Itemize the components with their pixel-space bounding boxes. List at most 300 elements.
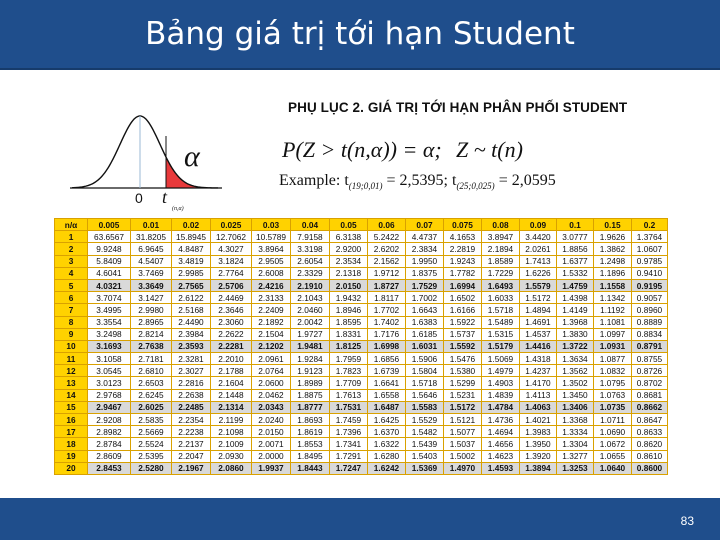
critical-value-cell: 1.4979 <box>482 365 520 377</box>
critical-value-cell: 2.0961 <box>252 353 291 365</box>
critical-value-cell: 1.4784 <box>482 401 520 413</box>
critical-value-cell: 2.0071 <box>252 438 291 450</box>
critical-value-cell: 2.2622 <box>211 328 252 340</box>
critical-value-cell: 3.0123 <box>88 377 131 389</box>
critical-value-cell: 2.2485 <box>172 401 211 413</box>
critical-value-cell: 0.9410 <box>632 267 668 279</box>
critical-value-cell: 2.0460 <box>291 304 330 316</box>
critical-value-cell: 0.9057 <box>632 292 668 304</box>
critical-value-cell: 3.1693 <box>88 340 131 352</box>
critical-value-cell: 1.6280 <box>368 450 406 462</box>
critical-value-cell: 1.0931 <box>594 340 632 352</box>
critical-value-cell: 0.8755 <box>632 353 668 365</box>
critical-value-cell: 1.6994 <box>444 279 482 291</box>
critical-value-cell: 4.4737 <box>406 231 444 243</box>
critical-value-cell: 10.5789 <box>252 231 291 243</box>
critical-value-cell: 2.5395 <box>131 450 172 462</box>
critical-value-cell: 1.7529 <box>406 279 444 291</box>
critical-value-cell: 63.6567 <box>88 231 131 243</box>
critical-value-cell: 0.8600 <box>632 462 668 474</box>
critical-value-cell: 2.0000 <box>252 450 291 462</box>
table-row <box>55 292 668 304</box>
critical-value-cell: 2.8784 <box>88 438 131 450</box>
critical-value-cell: 1.0640 <box>594 462 632 474</box>
critical-value-cell: 1.5804 <box>406 365 444 377</box>
critical-value-cell: 1.0735 <box>594 401 632 413</box>
critical-value-cell: 1.6033 <box>482 292 520 304</box>
critical-value-cell: 1.5369 <box>406 462 444 474</box>
critical-value-cell: 2.1604 <box>211 377 252 389</box>
critical-value-cell: 2.1448 <box>211 389 252 401</box>
critical-value-cell: 1.0877 <box>594 353 632 365</box>
critical-value-cell: 1.4237 <box>520 365 557 377</box>
critical-value-cell: 1.3562 <box>557 365 594 377</box>
critical-value-cell: 1.8117 <box>368 292 406 304</box>
critical-value-cell: 1.6487 <box>368 401 406 413</box>
critical-value-cell: 1.1896 <box>594 267 632 279</box>
critical-value-cell: 5.8409 <box>88 255 131 267</box>
critical-value-cell: 2.4490 <box>172 316 211 328</box>
table-row <box>55 353 668 365</box>
critical-value-cell: 1.5002 <box>444 450 482 462</box>
critical-value-cell: 2.0764 <box>252 365 291 377</box>
critical-value-cell: 4.0321 <box>88 279 131 291</box>
critical-value-cell: 2.2281 <box>211 340 252 352</box>
critical-value-cell: 1.7459 <box>330 414 368 426</box>
critical-value-cell: 3.0545 <box>88 365 131 377</box>
critical-value-cell: 2.7181 <box>131 353 172 365</box>
critical-value-cell: 1.5299 <box>444 377 482 389</box>
critical-value-cell: 2.1910 <box>291 279 330 291</box>
table-row <box>55 414 668 426</box>
critical-value-cell: 2.2816 <box>172 377 211 389</box>
critical-value-cell: 1.4063 <box>520 401 557 413</box>
table-row <box>55 231 668 243</box>
critical-value-cell: 1.4170 <box>520 377 557 389</box>
critical-value-cell: 2.3329 <box>291 267 330 279</box>
critical-value-cell: 2.1894 <box>482 243 520 255</box>
alpha-header: 0.025 <box>211 219 252 231</box>
table-row <box>55 426 668 438</box>
critical-value-cell: 2.7764 <box>211 267 252 279</box>
critical-value-cell: 1.7709 <box>330 377 368 389</box>
critical-value-cell: 2.2047 <box>172 450 211 462</box>
critical-value-cell: 1.8875 <box>291 389 330 401</box>
critical-value-cell: 0.8889 <box>632 316 668 328</box>
critical-value-cell: 1.5077 <box>444 426 482 438</box>
critical-value-cell: 2.9985 <box>172 267 211 279</box>
critical-value-cell: 1.5646 <box>406 389 444 401</box>
critical-value-cell: 1.3722 <box>557 340 594 352</box>
critical-value-cell: 2.8453 <box>88 462 131 474</box>
critical-value-cell: 1.5121 <box>444 414 482 426</box>
table-row <box>55 243 668 255</box>
critical-value-cell: 1.9727 <box>291 328 330 340</box>
critical-value-cell: 1.7413 <box>520 255 557 267</box>
critical-value-cell: 1.6370 <box>368 426 406 438</box>
critical-value-cell: 3.4819 <box>172 255 211 267</box>
degrees-of-freedom-cell: 18 <box>55 438 88 450</box>
critical-value-cell: 1.6425 <box>368 414 406 426</box>
critical-value-cell: 1.4149 <box>557 304 594 316</box>
critical-value-cell: 1.7291 <box>330 450 368 462</box>
appendix-heading: PHỤ LỤC 2. GIÁ TRỊ TỚI HẠN PHÂN PHỐI STUDENT <box>288 100 628 115</box>
critical-value-cell: 1.7002 <box>406 292 444 304</box>
critical-value-cell: 15.8945 <box>172 231 211 243</box>
critical-value-cell: 1.3502 <box>557 377 594 389</box>
critical-value-cell: 2.1967 <box>172 462 211 474</box>
critical-value-cell: 1.7247 <box>330 462 368 474</box>
critical-value-cell: 2.1504 <box>252 328 291 340</box>
critical-value-cell: 2.0150 <box>330 279 368 291</box>
critical-value-cell: 2.3534 <box>330 255 368 267</box>
critical-value-cell: 2.0462 <box>252 389 291 401</box>
critical-value-cell: 1.9284 <box>291 353 330 365</box>
critical-value-cell: 1.8553 <box>291 438 330 450</box>
critical-value-cell: 1.6383 <box>406 316 444 328</box>
critical-value-cell: 1.4537 <box>520 328 557 340</box>
critical-value-cell: 1.5489 <box>482 316 520 328</box>
critical-value-cell: 1.6998 <box>368 340 406 352</box>
critical-value-cell: 4.1653 <box>444 231 482 243</box>
critical-value-cell: 1.3277 <box>557 450 594 462</box>
critical-value-cell: 1.3406 <box>557 401 594 413</box>
critical-value-cell: 2.0261 <box>520 243 557 255</box>
critical-value-cell: 2.4469 <box>211 292 252 304</box>
zero-label: 0 <box>135 190 143 206</box>
critical-value-cell: 1.0672 <box>594 438 632 450</box>
alpha-header: 0.15 <box>594 219 632 231</box>
critical-value-cell: 2.2819 <box>444 243 482 255</box>
critical-value-cell: 3.8964 <box>252 243 291 255</box>
critical-value-cell: 0.8702 <box>632 377 668 389</box>
critical-value-cell: 1.9950 <box>406 255 444 267</box>
table-row <box>55 279 668 291</box>
critical-value-cell: 1.7782 <box>444 267 482 279</box>
critical-value-cell: 0.8791 <box>632 340 668 352</box>
table-row <box>55 255 668 267</box>
critical-value-cell: 1.3830 <box>557 328 594 340</box>
degrees-of-freedom-cell: 5 <box>55 279 88 291</box>
critical-value-cell: 3.4995 <box>88 304 131 316</box>
critical-value-cell: 1.0763 <box>594 389 632 401</box>
critical-value-cell: 1.4113 <box>520 389 557 401</box>
critical-value-cell: 1.8595 <box>330 316 368 328</box>
probability-formula: P(Z > t(n,α)) = α; <box>282 137 442 162</box>
critical-value-cell: 2.1043 <box>291 292 330 304</box>
degrees-of-freedom-cell: 1 <box>55 231 88 243</box>
critical-value-cell: 2.0343 <box>252 401 291 413</box>
critical-value-cell: 1.7531 <box>330 401 368 413</box>
critical-value-cell: 3.1427 <box>131 292 172 304</box>
critical-value-cell: 2.9200 <box>330 243 368 255</box>
critical-value-cell: 1.5718 <box>406 377 444 389</box>
critical-value-cell: 0.8633 <box>632 426 668 438</box>
corner-header: n/α <box>55 219 88 231</box>
critical-value-cell: 2.6245 <box>131 389 172 401</box>
table-row <box>55 365 668 377</box>
critical-value-cell: 4.5407 <box>131 255 172 267</box>
critical-value-cell: 2.5706 <box>211 279 252 291</box>
critical-value-cell: 1.9481 <box>291 340 330 352</box>
critical-value-cell: 1.6031 <box>406 340 444 352</box>
critical-value-cell: 5.2422 <box>368 231 406 243</box>
critical-value-cell: 1.8495 <box>291 450 330 462</box>
critical-value-cell: 1.6226 <box>520 267 557 279</box>
critical-value-cell: 3.0777 <box>557 231 594 243</box>
critical-value-cell: 1.3334 <box>557 426 594 438</box>
alpha-header: 0.02 <box>172 219 211 231</box>
critical-value-cell: 2.0600 <box>252 377 291 389</box>
critical-value-cell: 0.8834 <box>632 328 668 340</box>
critical-value-cell: 1.3920 <box>520 450 557 462</box>
example-end: = 2,0595 <box>494 172 556 189</box>
table-row <box>55 304 668 316</box>
critical-value-cell: 3.8947 <box>482 231 520 243</box>
critical-value-cell: 3.4420 <box>520 231 557 243</box>
degrees-of-freedom-cell: 15 <box>55 401 88 413</box>
critical-value-cell: 1.3368 <box>557 414 594 426</box>
critical-value-cell: 0.8662 <box>632 401 668 413</box>
critical-value-cell: 1.5737 <box>444 328 482 340</box>
critical-value-cell: 1.5037 <box>444 438 482 450</box>
critical-value-cell: 2.2137 <box>172 438 211 450</box>
table-row <box>55 328 668 340</box>
critical-value-cell: 3.2498 <box>88 328 131 340</box>
alpha-header: 0.005 <box>88 219 131 231</box>
degrees-of-freedom-cell: 8 <box>55 316 88 328</box>
critical-value-cell: 1.8856 <box>557 243 594 255</box>
critical-value-cell: 1.6185 <box>406 328 444 340</box>
critical-value-cell: 1.3634 <box>557 353 594 365</box>
alpha-header: 0.09 <box>520 219 557 231</box>
critical-value-cell: 1.5172 <box>444 401 482 413</box>
critical-value-cell: 2.1892 <box>252 316 291 328</box>
critical-value-cell: 1.1192 <box>594 304 632 316</box>
critical-value-cell: 2.3027 <box>172 365 211 377</box>
alpha-header: 0.2 <box>632 219 668 231</box>
critical-value-cell: 4.8487 <box>172 243 211 255</box>
critical-value-cell: 2.3133 <box>252 292 291 304</box>
critical-value-cell: 2.2010 <box>211 353 252 365</box>
critical-values-table <box>54 218 668 475</box>
degrees-of-freedom-cell: 16 <box>55 414 88 426</box>
critical-value-cell: 2.5669 <box>131 426 172 438</box>
example-subscript-2: (25;0,025) <box>456 181 495 192</box>
critical-value-cell: 2.8214 <box>131 328 172 340</box>
degrees-of-freedom-cell: 20 <box>55 462 88 474</box>
critical-value-cell: 1.0832 <box>594 365 632 377</box>
critical-value-cell: 1.3253 <box>557 462 594 474</box>
critical-value-cell: 1.0795 <box>594 377 632 389</box>
critical-value-cell: 1.5482 <box>406 426 444 438</box>
critical-value-cell: 1.7702 <box>368 304 406 316</box>
critical-value-cell: 2.1202 <box>252 340 291 352</box>
page-number: 83 <box>680 514 694 528</box>
critical-value-cell: 1.5476 <box>444 353 482 365</box>
critical-value-cell: 1.8777 <box>291 401 330 413</box>
critical-value-cell: 2.6025 <box>131 401 172 413</box>
critical-value-cell: 2.0150 <box>252 426 291 438</box>
critical-value-cell: 1.1081 <box>594 316 632 328</box>
critical-value-cell: 7.9158 <box>291 231 330 243</box>
critical-value-cell: 2.9208 <box>88 414 131 426</box>
table-row <box>55 340 668 352</box>
critical-value-cell: 2.3060 <box>211 316 252 328</box>
degrees-of-freedom-cell: 7 <box>55 304 88 316</box>
critical-value-cell: 1.5403 <box>406 450 444 462</box>
critical-value-cell: 2.5524 <box>131 438 172 450</box>
critical-value-cell: 2.3984 <box>172 328 211 340</box>
critical-value-cell: 1.3862 <box>594 243 632 255</box>
critical-value-cell: 2.9467 <box>88 401 131 413</box>
critical-value-cell: 2.7638 <box>131 340 172 352</box>
critical-value-cell: 1.0997 <box>594 328 632 340</box>
critical-value-cell: 2.9505 <box>252 255 291 267</box>
critical-value-cell: 1.4759 <box>557 279 594 291</box>
critical-value-cell: 1.6643 <box>406 304 444 316</box>
degrees-of-freedom-cell: 14 <box>55 389 88 401</box>
degrees-of-freedom-cell: 3 <box>55 255 88 267</box>
critical-value-cell: 2.2638 <box>172 389 211 401</box>
critical-value-cell: 1.6502 <box>444 292 482 304</box>
critical-value-cell: 1.8331 <box>330 328 368 340</box>
critical-value-cell: 1.5069 <box>482 353 520 365</box>
critical-value-cell: 1.6242 <box>368 462 406 474</box>
critical-value-cell: 1.4656 <box>482 438 520 450</box>
degrees-of-freedom-cell: 19 <box>55 450 88 462</box>
critical-value-cell: 1.8619 <box>291 426 330 438</box>
footer-bar <box>0 498 720 540</box>
degrees-of-freedom-cell: 10 <box>55 340 88 352</box>
degrees-of-freedom-cell: 2 <box>55 243 88 255</box>
critical-value-cell: 2.2238 <box>172 426 211 438</box>
critical-value-cell: 1.7229 <box>482 267 520 279</box>
critical-value-cell: 3.3649 <box>131 279 172 291</box>
alpha-header: 0.01 <box>131 219 172 231</box>
critical-value-cell: 2.6202 <box>368 243 406 255</box>
critical-value-cell: 1.5592 <box>444 340 482 352</box>
critical-value-cell: 1.9626 <box>594 231 632 243</box>
critical-value-cell: 1.5172 <box>520 292 557 304</box>
critical-value-cell: 2.1098 <box>211 426 252 438</box>
critical-value-cell: 1.5529 <box>406 414 444 426</box>
t-distribution-curve <box>66 96 226 214</box>
critical-value-cell: 3.1824 <box>211 255 252 267</box>
degrees-of-freedom-cell: 13 <box>55 377 88 389</box>
degrees-of-freedom-cell: 12 <box>55 365 88 377</box>
critical-value-cell: 1.1342 <box>594 292 632 304</box>
alpha-header: 0.06 <box>368 219 406 231</box>
critical-value-cell: 2.0860 <box>211 462 252 474</box>
critical-value-cell: 1.4021 <box>520 414 557 426</box>
critical-value-cell: 1.0711 <box>594 414 632 426</box>
distribution-formula: Z ~ t(n) <box>456 137 523 162</box>
critical-value-cell: 2.1318 <box>330 267 368 279</box>
critical-value-cell: 1.5583 <box>406 401 444 413</box>
critical-value-cell: 1.6166 <box>444 304 482 316</box>
critical-value-cell: 1.6558 <box>368 389 406 401</box>
critical-value-cell: 1.5718 <box>482 304 520 316</box>
critical-value-cell: 2.8609 <box>88 450 131 462</box>
critical-value-cell: 2.1314 <box>211 401 252 413</box>
degrees-of-freedom-cell: 11 <box>55 353 88 365</box>
critical-value-cell: 1.1558 <box>594 279 632 291</box>
critical-value-cell: 1.0655 <box>594 450 632 462</box>
alpha-header: 0.03 <box>252 219 291 231</box>
critical-value-cell: 1.7396 <box>330 426 368 438</box>
table-row <box>55 401 668 413</box>
critical-value-cell: 1.5231 <box>444 389 482 401</box>
critical-value-cell: 2.3593 <box>172 340 211 352</box>
critical-value-cell: 1.5906 <box>406 353 444 365</box>
critical-value-cell: 2.5168 <box>172 304 211 316</box>
table-row <box>55 462 668 474</box>
critical-value-cell: 1.4903 <box>482 377 520 389</box>
critical-value-cell: 2.6503 <box>131 377 172 389</box>
critical-value-cell: 1.4894 <box>520 304 557 316</box>
critical-value-cell: 2.6008 <box>252 267 291 279</box>
critical-value-cell: 1.5439 <box>406 438 444 450</box>
critical-value-cell: 0.9785 <box>632 255 668 267</box>
critical-value-cell: 2.3646 <box>211 304 252 316</box>
critical-value-cell: 1.3764 <box>632 231 668 243</box>
alpha-header: 0.1 <box>557 219 594 231</box>
critical-value-cell: 0.8681 <box>632 389 668 401</box>
critical-value-cell: 1.4318 <box>520 353 557 365</box>
critical-value-cell: 1.6641 <box>368 377 406 389</box>
degrees-of-freedom-cell: 6 <box>55 292 88 304</box>
critical-value-cell: 1.6856 <box>368 353 406 365</box>
table-row <box>55 267 668 279</box>
critical-value-cell: 2.8982 <box>88 426 131 438</box>
critical-value-cell: 1.8989 <box>291 377 330 389</box>
critical-value-cell: 1.8125 <box>330 340 368 352</box>
critical-value-cell: 2.2409 <box>252 304 291 316</box>
critical-value-cell: 1.5922 <box>444 316 482 328</box>
critical-t-label: t <box>162 187 168 207</box>
critical-value-cell: 0.8960 <box>632 304 668 316</box>
critical-value-cell: 6.9645 <box>131 243 172 255</box>
critical-value-cell: 1.3894 <box>520 462 557 474</box>
critical-value-cell: 3.3554 <box>88 316 131 328</box>
critical-value-cell: 1.8589 <box>482 255 520 267</box>
critical-value-cell: 1.3968 <box>557 316 594 328</box>
critical-value-cell: 2.5280 <box>131 462 172 474</box>
critical-value-cell: 1.7341 <box>330 438 368 450</box>
critical-value-cell: 1.4694 <box>482 426 520 438</box>
critical-value-cell: 1.0690 <box>594 426 632 438</box>
critical-value-cell: 1.6322 <box>368 438 406 450</box>
critical-value-cell: 2.5835 <box>131 414 172 426</box>
alpha-header: 0.08 <box>482 219 520 231</box>
critical-value-cell: 1.5332 <box>557 267 594 279</box>
example-subscript-1: (19;0,01) <box>348 181 383 192</box>
degrees-of-freedom-cell: 17 <box>55 426 88 438</box>
critical-value-cell: 3.1058 <box>88 353 131 365</box>
critical-value-cell: 2.9980 <box>131 304 172 316</box>
table-row <box>55 377 668 389</box>
critical-value-cell: 0.8620 <box>632 438 668 450</box>
critical-value-cell: 0.8610 <box>632 450 668 462</box>
critical-value-cell: 1.6377 <box>557 255 594 267</box>
critical-value-cell: 3.7074 <box>88 292 131 304</box>
alpha-header: 0.07 <box>406 219 444 231</box>
critical-value-cell: 1.6739 <box>368 365 406 377</box>
table-row <box>55 389 668 401</box>
critical-value-cell: 1.4736 <box>482 414 520 426</box>
table-row <box>55 450 668 462</box>
